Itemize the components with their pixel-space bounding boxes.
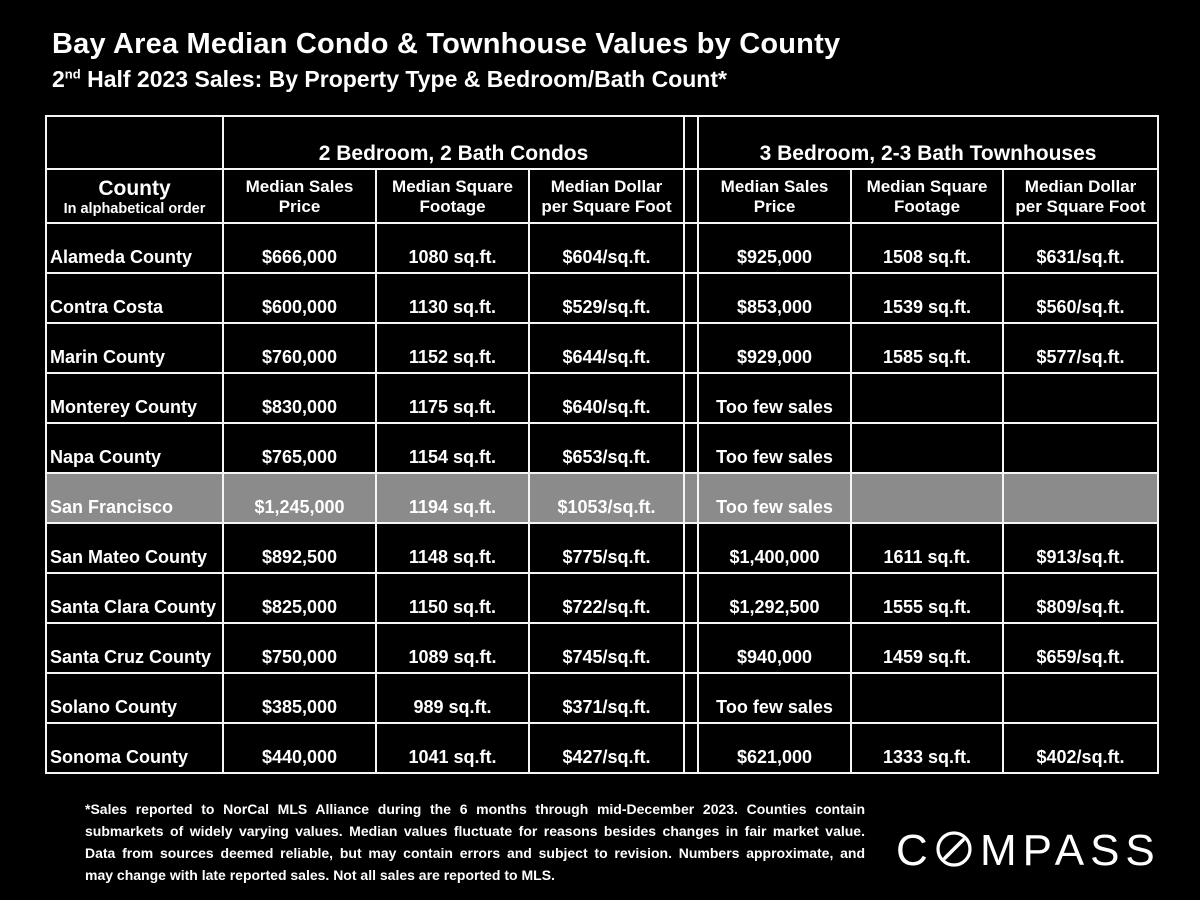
cell-condo-sqft: 1154 sq.ft. bbox=[376, 423, 529, 473]
table-row bbox=[46, 523, 1158, 573]
cell-townhouse-price: $621,000 bbox=[698, 723, 851, 773]
cell-condo-price: $830,000 bbox=[223, 373, 376, 423]
cell-condo-sqft: 1152 sq.ft. bbox=[376, 323, 529, 373]
cell-condo-price: $1,245,000 bbox=[223, 473, 376, 523]
cell-townhouse-ppsf: $659/sq.ft. bbox=[1003, 623, 1158, 673]
cell-county: Santa Clara County bbox=[46, 573, 223, 623]
cell-condo-price: $440,000 bbox=[223, 723, 376, 773]
header-line: Footage bbox=[893, 197, 961, 217]
cell-condo-price: $892,500 bbox=[223, 523, 376, 573]
cell-townhouse-sqft: 1585 sq.ft. bbox=[851, 323, 1003, 373]
cell-townhouse-sqft: 1539 sq.ft. bbox=[851, 273, 1003, 323]
spacer-cell bbox=[684, 116, 698, 169]
cell-condo-ppsf: $653/sq.ft. bbox=[529, 423, 684, 473]
cell-townhouse-sqft: 1555 sq.ft. bbox=[851, 573, 1003, 623]
cell-condo-ppsf: $604/sq.ft. bbox=[529, 223, 684, 273]
table-row bbox=[46, 323, 1158, 373]
header-line: Footage bbox=[419, 197, 486, 217]
cell-county: San Mateo County bbox=[46, 523, 223, 573]
footnote-line: submarkets of widely varying values. Median values fluctuate for reasons besides changes in fair market value. bbox=[85, 823, 865, 839]
slashed-o-icon bbox=[938, 833, 970, 865]
cell-condo-sqft: 1148 sq.ft. bbox=[376, 523, 529, 573]
cell-townhouse-sqft: 1508 sq.ft. bbox=[851, 223, 1003, 273]
cell-condo-price: $600,000 bbox=[223, 273, 376, 323]
spacer-cell bbox=[684, 373, 698, 423]
cell-county: San Francisco bbox=[46, 473, 223, 523]
spacer-cell bbox=[684, 323, 698, 373]
spacer-cell bbox=[684, 423, 698, 473]
cell-condo-ppsf: $644/sq.ft. bbox=[529, 323, 684, 373]
table-row bbox=[46, 373, 1158, 423]
condo-ppsf-header bbox=[529, 169, 684, 223]
header-line: Median Sales bbox=[720, 176, 829, 196]
footnote-line: may change with late reported sales. Not all sales are reported to MLS. bbox=[85, 867, 555, 883]
table-row bbox=[46, 273, 1158, 323]
cell-townhouse-ppsf bbox=[1003, 473, 1158, 523]
cell-townhouse-ppsf: $402/sq.ft. bbox=[1003, 723, 1158, 773]
cell-condo-ppsf: $1053/sq.ft. bbox=[529, 473, 684, 523]
cell-townhouse-ppsf: $577/sq.ft. bbox=[1003, 323, 1158, 373]
table-row bbox=[46, 573, 1158, 623]
footnote-line: *Sales reported to NorCal MLS Alliance during the 6 months through mid-December 2023. Counties contain bbox=[85, 801, 865, 817]
subtitle-rest: Half 2023 Sales: By Property Type & Bedroom/Bath Count* bbox=[80, 66, 727, 92]
cell-condo-price: $666,000 bbox=[223, 223, 376, 273]
spacer-cell bbox=[684, 223, 698, 273]
cell-townhouse-price: $929,000 bbox=[698, 323, 851, 373]
corner-cell bbox=[46, 116, 223, 169]
spacer-cell bbox=[684, 673, 698, 723]
cell-townhouse-ppsf: $560/sq.ft. bbox=[1003, 273, 1158, 323]
cell-condo-price: $750,000 bbox=[223, 623, 376, 673]
cell-condo-sqft: 1130 sq.ft. bbox=[376, 273, 529, 323]
page-title: Bay Area Median Condo & Townhouse Values by County bbox=[52, 28, 841, 60]
cell-county: Sonoma County bbox=[46, 723, 223, 773]
cell-condo-sqft: 1194 sq.ft. bbox=[376, 473, 529, 523]
cell-condo-price: $760,000 bbox=[223, 323, 376, 373]
cell-townhouse-ppsf bbox=[1003, 373, 1158, 423]
cell-townhouse-price: $1,400,000 bbox=[698, 523, 851, 573]
cell-condo-sqft: 989 sq.ft. bbox=[376, 673, 529, 723]
cell-townhouse-price: $853,000 bbox=[698, 273, 851, 323]
cell-county: Contra Costa bbox=[46, 273, 223, 323]
cell-county: Alameda County bbox=[46, 223, 223, 273]
townhouse-sqft-header bbox=[851, 169, 1003, 223]
table-body bbox=[46, 223, 1158, 773]
subtitle-superscript: nd bbox=[64, 66, 81, 82]
group-header-condos: 2 Bedroom, 2 Bath Condos bbox=[223, 116, 684, 169]
cell-townhouse-sqft: 1611 sq.ft. bbox=[851, 523, 1003, 573]
header-line: Price bbox=[753, 197, 796, 217]
cell-condo-price: $765,000 bbox=[223, 423, 376, 473]
cell-condo-ppsf: $640/sq.ft. bbox=[529, 373, 684, 423]
page-subtitle bbox=[52, 66, 727, 93]
cell-county: Solano County bbox=[46, 673, 223, 723]
cell-townhouse-price: $925,000 bbox=[698, 223, 851, 273]
cell-county: Monterey County bbox=[46, 373, 223, 423]
cell-condo-sqft: 1089 sq.ft. bbox=[376, 623, 529, 673]
cell-condo-ppsf: $427/sq.ft. bbox=[529, 723, 684, 773]
compass-logo bbox=[896, 822, 1168, 885]
table-row bbox=[46, 473, 1158, 523]
header-line: per Square Foot bbox=[541, 197, 672, 217]
county-column-header bbox=[46, 169, 223, 223]
cell-townhouse-price: $1,292,500 bbox=[698, 573, 851, 623]
cell-condo-sqft: 1175 sq.ft. bbox=[376, 373, 529, 423]
subtitle-prefix: 2 bbox=[52, 66, 65, 92]
spacer-cell bbox=[684, 573, 698, 623]
cell-townhouse-ppsf bbox=[1003, 423, 1158, 473]
condo-price-header bbox=[223, 169, 376, 223]
cell-condo-ppsf: $529/sq.ft. bbox=[529, 273, 684, 323]
header-line: Median Sales bbox=[245, 176, 354, 196]
values-table bbox=[45, 115, 1159, 774]
spacer-cell bbox=[684, 723, 698, 773]
spacer-cell bbox=[684, 273, 698, 323]
logo-letter-c: C bbox=[896, 826, 934, 875]
townhouse-price-header bbox=[698, 169, 851, 223]
table-row bbox=[46, 223, 1158, 273]
cell-condo-sqft: 1041 sq.ft. bbox=[376, 723, 529, 773]
table-row bbox=[46, 673, 1158, 723]
cell-condo-ppsf: $745/sq.ft. bbox=[529, 623, 684, 673]
group-header-townhouses: 3 Bedroom, 2-3 Bath Townhouses bbox=[698, 116, 1158, 169]
footnote bbox=[85, 798, 865, 886]
cell-townhouse-sqft bbox=[851, 423, 1003, 473]
logo-letters-mpass: MPASS bbox=[980, 826, 1161, 875]
cell-county: Santa Cruz County bbox=[46, 623, 223, 673]
cell-townhouse-ppsf: $631/sq.ft. bbox=[1003, 223, 1158, 273]
cell-townhouse-price: Too few sales bbox=[698, 423, 851, 473]
compass-wordmark bbox=[896, 822, 1168, 880]
spacer-cell bbox=[684, 473, 698, 523]
cell-condo-price: $825,000 bbox=[223, 573, 376, 623]
county-header-sublabel: In alphabetical order bbox=[63, 200, 206, 217]
cell-townhouse-price: $940,000 bbox=[698, 623, 851, 673]
header-line: Median Dollar bbox=[550, 176, 663, 196]
cell-townhouse-price: Too few sales bbox=[698, 473, 851, 523]
cell-townhouse-sqft: 1333 sq.ft. bbox=[851, 723, 1003, 773]
table-row bbox=[46, 723, 1158, 773]
header-line: Median Square bbox=[392, 176, 513, 196]
header-line: Median Dollar bbox=[1024, 176, 1137, 196]
cell-townhouse-price: Too few sales bbox=[698, 673, 851, 723]
cell-county: Marin County bbox=[46, 323, 223, 373]
cell-condo-ppsf: $775/sq.ft. bbox=[529, 523, 684, 573]
header-line: per Square Foot bbox=[1015, 197, 1146, 217]
table-row bbox=[46, 423, 1158, 473]
cell-townhouse-price: Too few sales bbox=[698, 373, 851, 423]
condo-sqft-header bbox=[376, 169, 529, 223]
cell-county: Napa County bbox=[46, 423, 223, 473]
cell-townhouse-sqft: 1459 sq.ft. bbox=[851, 623, 1003, 673]
cell-condo-ppsf: $722/sq.ft. bbox=[529, 573, 684, 623]
cell-townhouse-sqft bbox=[851, 373, 1003, 423]
spacer-cell bbox=[684, 523, 698, 573]
spacer-cell bbox=[684, 169, 698, 223]
cell-condo-price: $385,000 bbox=[223, 673, 376, 723]
cell-townhouse-sqft bbox=[851, 673, 1003, 723]
header-line: Median Square bbox=[866, 176, 988, 196]
cell-condo-sqft: 1080 sq.ft. bbox=[376, 223, 529, 273]
table-row bbox=[46, 623, 1158, 673]
cell-townhouse-ppsf: $809/sq.ft. bbox=[1003, 573, 1158, 623]
spacer-cell bbox=[684, 623, 698, 673]
cell-townhouse-ppsf: $913/sq.ft. bbox=[1003, 523, 1158, 573]
cell-townhouse-sqft bbox=[851, 473, 1003, 523]
group-header-row bbox=[46, 116, 1158, 169]
header-line: Price bbox=[278, 197, 321, 217]
cell-condo-ppsf: $371/sq.ft. bbox=[529, 673, 684, 723]
county-header-label: County bbox=[98, 176, 171, 200]
cell-townhouse-ppsf bbox=[1003, 673, 1158, 723]
cell-condo-sqft: 1150 sq.ft. bbox=[376, 573, 529, 623]
footnote-line: Data from sources deemed reliable, but may contain errors and subject to revision. Numbers approximate, and bbox=[85, 845, 865, 861]
townhouse-ppsf-header bbox=[1003, 169, 1158, 223]
column-header-row bbox=[46, 169, 1158, 223]
